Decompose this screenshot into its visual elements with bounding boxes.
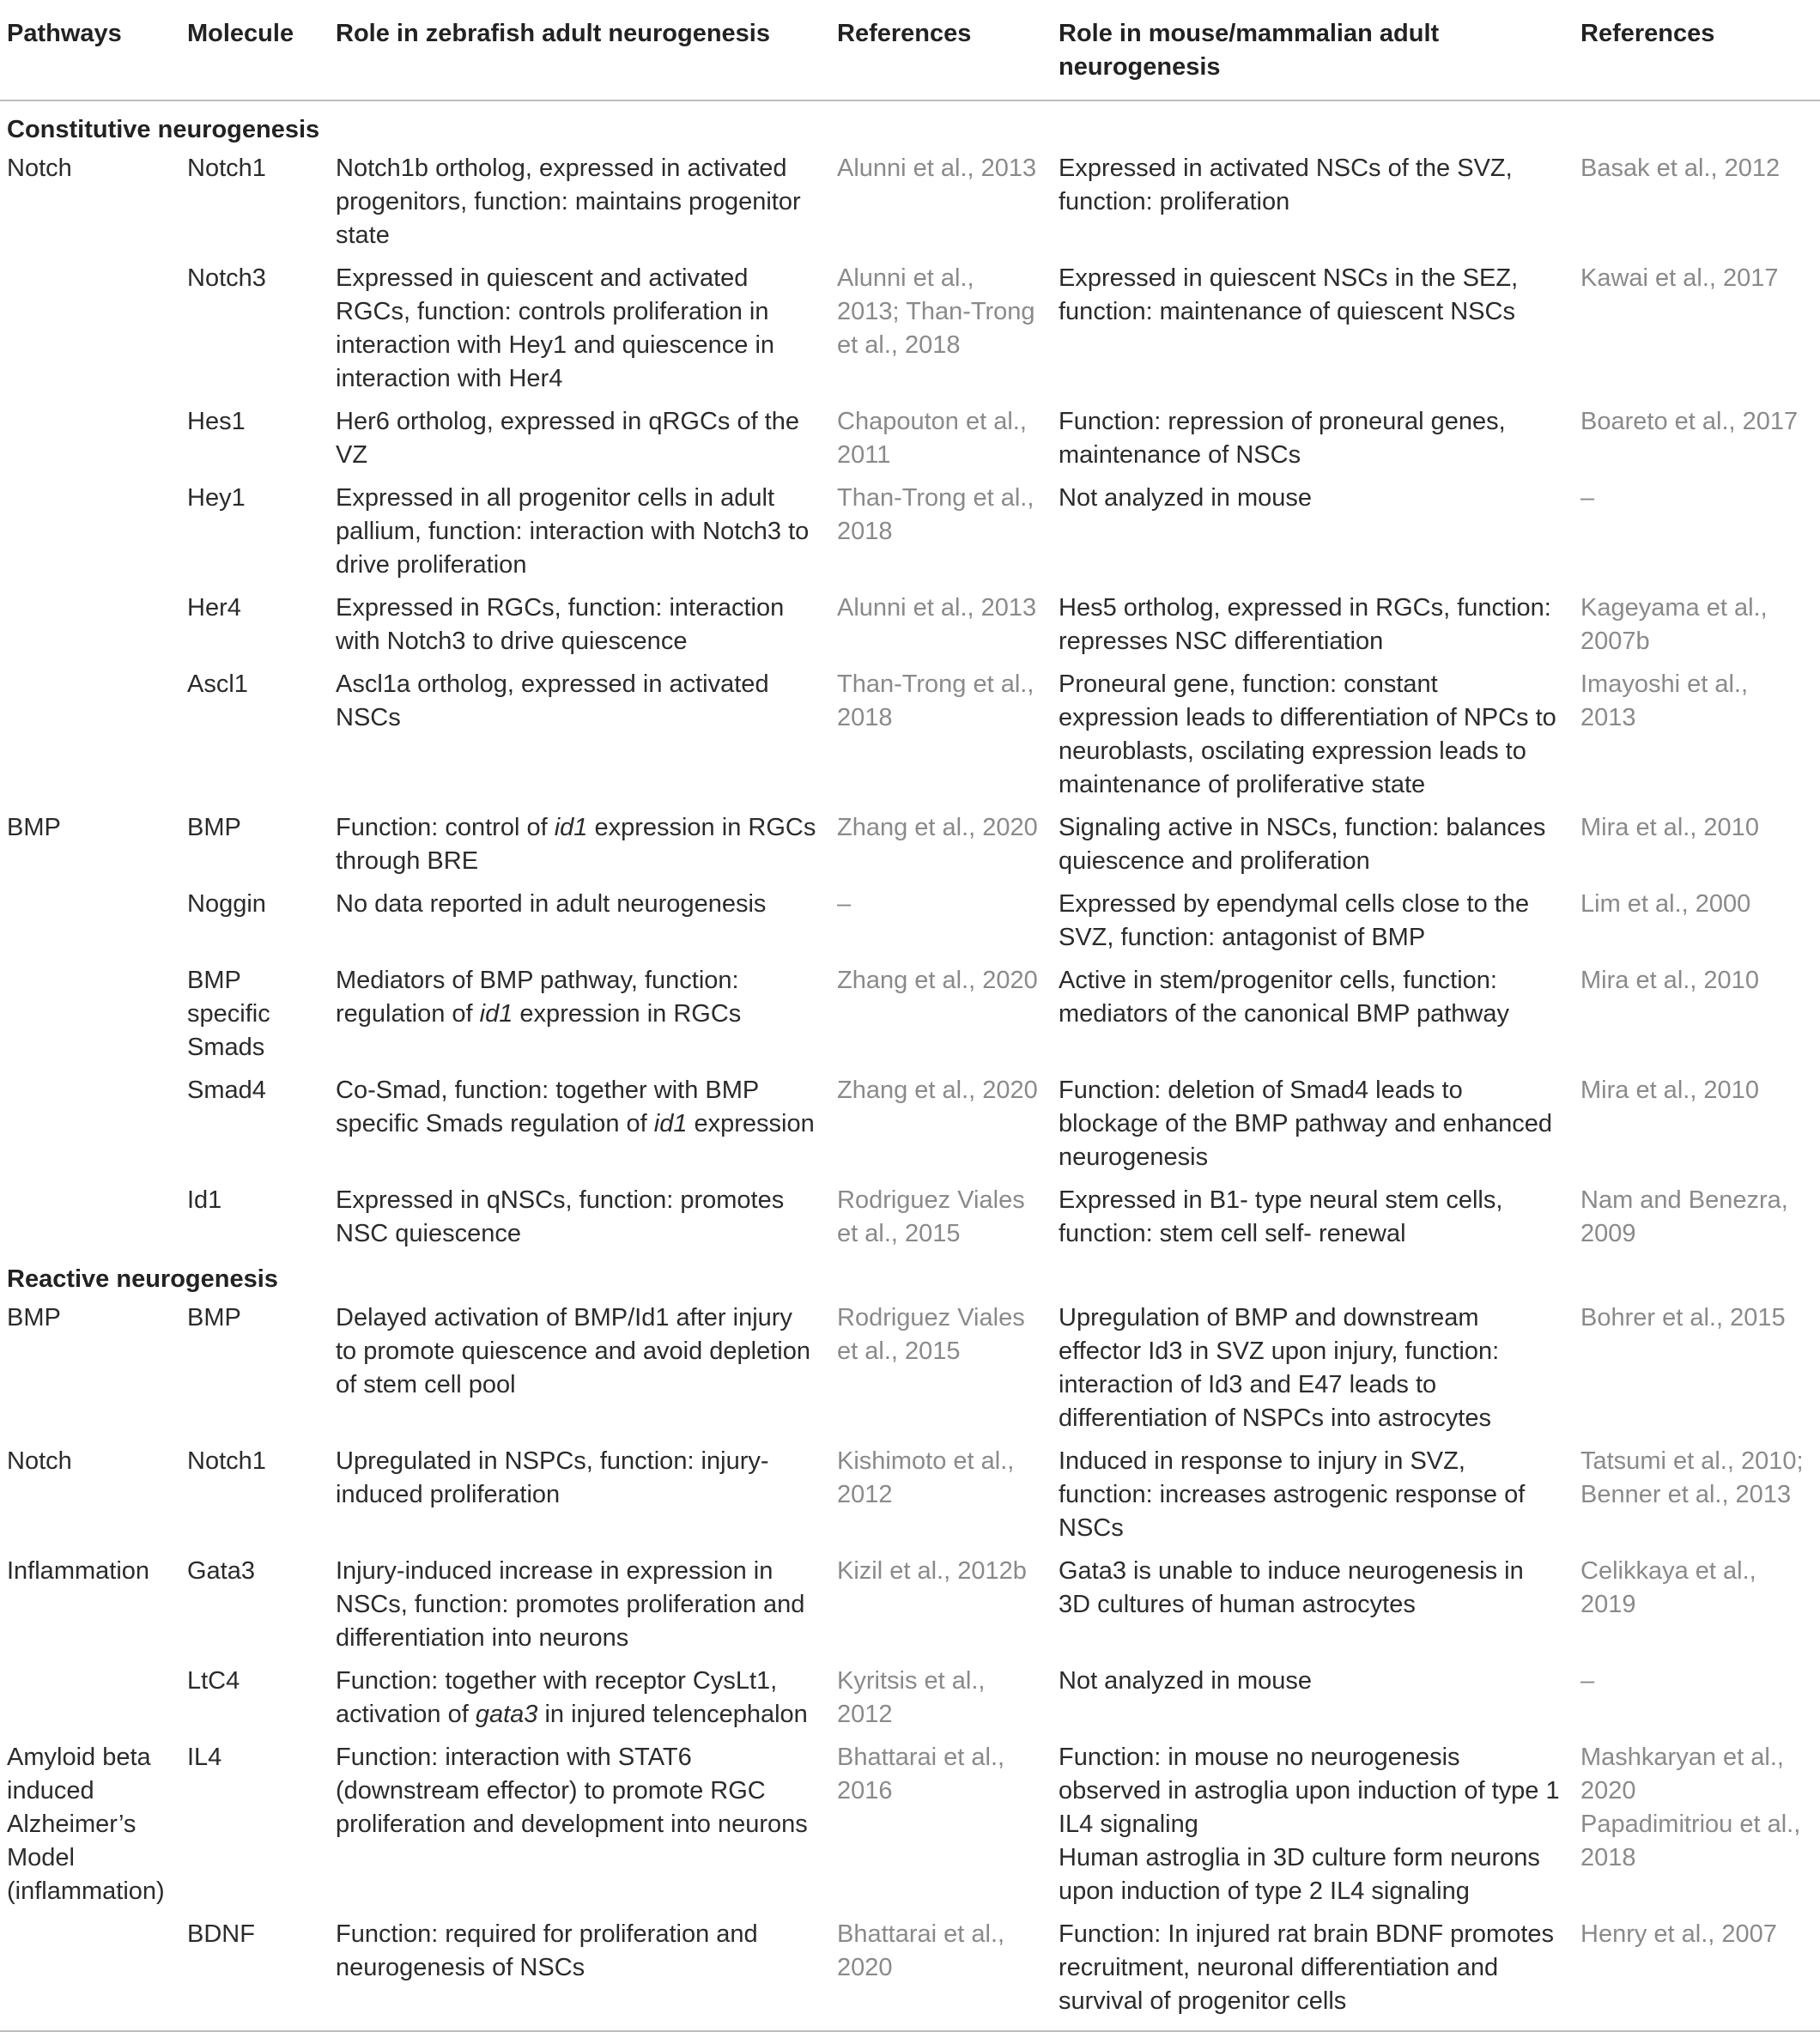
- pathway-cell: BMP: [7, 814, 61, 841]
- table-row: [0, 1659, 1820, 1736]
- table-row: [0, 959, 1820, 1069]
- pathway-cell: [0, 959, 180, 1069]
- mammal-role-cell: Active in stem/progenitor cells, function: mediators of the canonical BMP pathway: [1059, 967, 1509, 1028]
- table-row: [0, 257, 1820, 400]
- mammal-reference-cell: Boareto et al., 2017: [1580, 408, 1799, 435]
- molecule-cell: Her4: [187, 594, 241, 622]
- role-text: Notch1b ortholog, expressed in activated progenitors, function: maintains progenitor state: [336, 155, 801, 249]
- mammal-role-cell: Not analyzed in mouse: [1059, 484, 1312, 512]
- pathway-cell: [0, 257, 180, 400]
- zebrafish-reference-cell: Chapouton et al., 2011: [837, 408, 1027, 469]
- mammal-role-cell: Not analyzed in mouse: [1059, 1667, 1312, 1695]
- mammal-role-cell: Upregulation of BMP and downstream effector Id3 in SVZ upon injury, function: interaction of Id3 and E47 leads to differentiation of NSPCs into astrocytes: [1059, 1304, 1500, 1432]
- header-zebrafish-role: Role in zebrafish adult neurogenesis: [329, 0, 830, 100]
- role-text: Injury-induced increase in expression in NSCs, function: promotes proliferation and differentiation into neurons: [336, 1557, 805, 1652]
- mammal-role-cell: Gata3 is unable to induce neurogenesis in 3D cultures of human astrocytes: [1059, 1557, 1524, 1618]
- role-text: Her6 ortholog, expressed in qRGCs of the VZ: [336, 408, 799, 469]
- zebrafish-reference-cell: Zhang et al., 2020: [837, 1077, 1038, 1104]
- mammal-role-cell: Function: In injured rat brain BDNF promotes recruitment, neuronal differentiation and survival of progenitor cells: [1052, 1913, 1574, 2031]
- header-pathways: Pathways: [0, 0, 180, 100]
- mammal-role-cell: Function: deletion of Smad4 leads to blockage of the BMP pathway and enhanced neurogenesis: [1059, 1077, 1553, 1171]
- table-row: [0, 476, 1820, 586]
- mammal-reference-cell: Henry et al., 2007: [1574, 1913, 1820, 2031]
- zebrafish-reference-cell: Rodriguez Viales et al., 2015: [837, 1186, 1025, 1247]
- section-row: [0, 100, 1820, 147]
- zebrafish-role-cell: [329, 1913, 830, 2031]
- pathway-cell: BMP: [7, 1304, 61, 1331]
- section-title: Constitutive neurogenesis: [7, 116, 320, 143]
- header-zebrafish-references: References: [830, 0, 1052, 100]
- zebrafish-reference-cell: Rodriguez Viales et al., 2015: [837, 1304, 1025, 1365]
- pathway-cell: [0, 586, 180, 663]
- molecule-cell: Smad4: [187, 1077, 266, 1104]
- role-text: Ascl1a ortholog, expressed in activated NSCs: [336, 670, 769, 731]
- mammal-reference-cell: Kageyama et al., 2007b: [1580, 594, 1768, 655]
- mammal-role-cell: Proneural gene, function: constant expression leads to differentiation of NPCs to neuroblasts, oscilating expression leads to maintenance of proliferative state: [1059, 670, 1556, 798]
- mammal-reference-cell: –: [1580, 484, 1595, 512]
- gene-name-italic: id1: [479, 1000, 513, 1028]
- table-row: [0, 1550, 1820, 1659]
- role-text: Expressed in qNSCs, function: promotes NSC quiescence: [336, 1186, 785, 1247]
- mammal-reference-cell: Kawai et al., 2017: [1580, 264, 1779, 292]
- molecule-cell: BDNF: [180, 1913, 329, 2031]
- molecule-cell: Ascl1: [187, 670, 248, 698]
- zebrafish-role-cell: [329, 257, 830, 400]
- pathway-cell: [0, 476, 180, 586]
- table-row: [0, 1296, 1820, 1440]
- header-mammal-references: References: [1574, 0, 1820, 100]
- pathway-cell: [0, 400, 180, 476]
- zebrafish-role-cell: [329, 1736, 830, 1913]
- molecule-cell: Notch1: [187, 155, 266, 182]
- role-text: Upregulated in NSPCs, function: injury-induced proliferation: [336, 1447, 769, 1508]
- mammal-role-cell: Expressed in B1- type neural stem cells, function: stem cell self- renewal: [1059, 1186, 1503, 1247]
- mammal-reference-cell: Celikkaya et al., 2019: [1580, 1557, 1756, 1618]
- zebrafish-reference-cell: Kizil et al., 2012b: [837, 1557, 1027, 1585]
- role-text: Co-Smad, function: together with BMP specific Smads regulation of: [336, 1077, 759, 1137]
- role-text: expression in RGCs: [513, 1000, 742, 1028]
- zebrafish-role-cell: [329, 476, 830, 586]
- zebrafish-reference-cell: Bhattarai et al., 2020: [830, 1913, 1052, 2031]
- zebrafish-reference-cell: Alunni et al., 2013: [837, 155, 1037, 182]
- gene-name-italic: id1: [653, 1110, 688, 1137]
- zebrafish-role-cell: [329, 586, 830, 663]
- molecule-cell: Noggin: [187, 890, 266, 918]
- role-text: Function: together with receptor CysLt1, activation of: [336, 1667, 778, 1728]
- mammal-reference-cell: Lim et al., 2000: [1580, 890, 1751, 918]
- molecule-cell: LtC4: [187, 1667, 240, 1695]
- zebrafish-role-cell: [329, 806, 830, 883]
- zebrafish-reference-cell: Bhattarai et al., 2016: [837, 1744, 1005, 1805]
- zebrafish-role-cell: [329, 1069, 830, 1179]
- table-row: [0, 663, 1820, 806]
- role-text: expression in RGCs through BRE: [336, 814, 816, 875]
- molecule-cell: Hey1: [187, 484, 246, 512]
- zebrafish-reference-cell: Kyritsis et al., 2012: [837, 1667, 986, 1728]
- role-text: in injured telencephalon: [537, 1701, 808, 1728]
- molecule-cell: BMP: [187, 1304, 241, 1331]
- role-text: Delayed activation of BMP/Id1 after injury to promote quiescence and avoid depletion of stem cell pool: [336, 1304, 810, 1398]
- table-row: [0, 1736, 1820, 1913]
- mammal-reference-cell: Mira et al., 2010: [1580, 814, 1759, 841]
- mammal-role-cell: Signaling active in NSCs, function: balances quiescence and proliferation: [1059, 814, 1546, 875]
- zebrafish-role-cell: [329, 663, 830, 806]
- mammal-role-cell: Function: in mouse no neurogenesis observed in astroglia upon induction of type 1 IL4 signaling Human astroglia in 3D culture form neurons upon induction of type 2 IL4 signaling: [1059, 1744, 1560, 1905]
- zebrafish-reference-cell: Kishimoto et al., 2012: [837, 1447, 1015, 1508]
- header-mammal-role: Role in mouse/mammalian adult neurogenesis: [1052, 0, 1574, 100]
- role-text: expression: [687, 1110, 815, 1137]
- table-row: [0, 1179, 1820, 1255]
- gene-name-italic: id1: [554, 814, 588, 841]
- mammal-reference-cell: –: [1580, 1667, 1595, 1695]
- molecule-cell: Gata3: [187, 1557, 255, 1585]
- table-body: [0, 100, 1820, 2031]
- pathway-cell: Inflammation: [7, 1557, 150, 1585]
- pathway-cell: [0, 1179, 180, 1255]
- zebrafish-role-cell: [329, 1296, 830, 1440]
- role-text: Function: interaction with STAT6 (downstream effector) to promote RGC proliferation and development into neurons: [336, 1744, 808, 1838]
- zebrafish-role-cell: [329, 400, 830, 476]
- zebrafish-role-cell: [329, 883, 830, 959]
- mammal-reference-cell: Mashkaryan et al., 2020 Papadimitriou et al., 2018: [1580, 1744, 1801, 1871]
- section-title: Reactive neurogenesis: [7, 1265, 278, 1293]
- zebrafish-role-cell: [329, 1550, 830, 1659]
- pathway-cell: [0, 883, 180, 959]
- table-header: [0, 0, 1820, 100]
- mammal-reference-cell: Bohrer et al., 2015: [1580, 1304, 1786, 1331]
- mammal-reference-cell: Imayoshi et al., 2013: [1580, 670, 1749, 731]
- table-row: [0, 147, 1820, 257]
- table-row: [0, 586, 1820, 663]
- molecule-cell: BMP specific Smads: [187, 967, 270, 1061]
- mammal-reference-cell: Mira et al., 2010: [1580, 1077, 1759, 1104]
- gene-name-italic: gata3: [475, 1701, 538, 1728]
- zebrafish-reference-cell: Than-Trong et al., 2018: [837, 670, 1034, 731]
- mammal-reference-cell: Basak et al., 2012: [1580, 155, 1781, 182]
- header-row: [0, 0, 1820, 100]
- pathway-cell: [0, 663, 180, 806]
- pathway-cell: Notch: [7, 155, 72, 182]
- molecule-cell: Hes1: [187, 408, 246, 435]
- mammal-role-cell: Function: repression of proneural genes, maintenance of NSCs: [1059, 408, 1506, 469]
- zebrafish-role-cell: [329, 1659, 830, 1736]
- zebrafish-reference-cell: Alunni et al., 2013: [837, 594, 1037, 622]
- section-row: [0, 1255, 1820, 1296]
- pathway-cell: Amyloid beta induced Alzheimer’s Model (inflammation): [7, 1744, 165, 1905]
- table-row: [0, 1069, 1820, 1179]
- role-text: Expressed in RGCs, function: interaction with Notch3 to drive quiescence: [336, 594, 785, 655]
- table-row: [0, 1440, 1820, 1550]
- table-row: [0, 806, 1820, 883]
- mammal-role-cell: Expressed by ependymal cells close to the SVZ, function: antagonist of BMP: [1059, 890, 1530, 951]
- mammal-role-cell: Induced in response to injury in SVZ, function: increases astrogenic response of NSCs: [1059, 1447, 1526, 1542]
- molecule-cell: Notch1: [187, 1447, 266, 1475]
- zebrafish-reference-cell: –: [837, 890, 852, 918]
- zebrafish-reference-cell: Alunni et al., 2013; Than-Trong et al., 2018: [837, 264, 1035, 359]
- mammal-role-cell: Hes5 ortholog, expressed in RGCs, function: represses NSC differentiation: [1059, 594, 1551, 655]
- molecule-cell: IL4: [187, 1744, 222, 1771]
- role-text: No data reported in adult neurogenesis: [336, 890, 767, 918]
- table-row: [0, 1913, 1820, 2031]
- mammal-role-cell: Expressed in activated NSCs of the SVZ, function: proliferation: [1059, 155, 1513, 215]
- mammal-reference-cell: Nam and Benezra, 2009: [1580, 1186, 1788, 1247]
- pathway-cell: [0, 1913, 180, 2031]
- zebrafish-reference-cell: Zhang et al., 2020: [837, 967, 1038, 994]
- role-text: Function: required for proliferation and neurogenesis of NSCs: [336, 1920, 758, 1981]
- zebrafish-role-cell: [329, 1179, 830, 1255]
- role-text: Function: control of: [336, 814, 555, 841]
- table-row: [0, 400, 1820, 476]
- zebrafish-role-cell: [329, 959, 830, 1069]
- mammal-reference-cell: Mira et al., 2010: [1580, 967, 1759, 994]
- pathway-cell: [0, 1659, 180, 1736]
- mammal-reference-cell: Tatsumi et al., 2010; Benner et al., 2013: [1580, 1447, 1804, 1508]
- zebrafish-reference-cell: Zhang et al., 2020: [837, 814, 1038, 841]
- zebrafish-role-cell: [329, 147, 830, 257]
- zebrafish-role-cell: [329, 1440, 830, 1550]
- molecule-cell: Notch3: [187, 264, 266, 292]
- zebrafish-reference-cell: Than-Trong et al., 2018: [837, 484, 1034, 545]
- molecule-cell: BMP: [187, 814, 241, 841]
- role-text: Expressed in quiescent and activated RGCs, function: controls proliferation in interaction with Hey1 and quiescence in interaction with Her4: [336, 264, 775, 392]
- header-molecule: Molecule: [180, 0, 329, 100]
- molecule-cell: Id1: [187, 1186, 222, 1214]
- role-text: Expressed in all progenitor cells in adult pallium, function: interaction with Notch3 to drive proliferation: [336, 484, 810, 579]
- mammal-role-cell: Expressed in quiescent NSCs in the SEZ, function: maintenance of quiescent NSCs: [1059, 264, 1519, 325]
- pathway-cell: [0, 1069, 180, 1179]
- pathway-cell: Notch: [7, 1447, 72, 1475]
- table-row: [0, 883, 1820, 959]
- role-text: Mediators of BMP pathway, function: regulation of: [336, 967, 739, 1028]
